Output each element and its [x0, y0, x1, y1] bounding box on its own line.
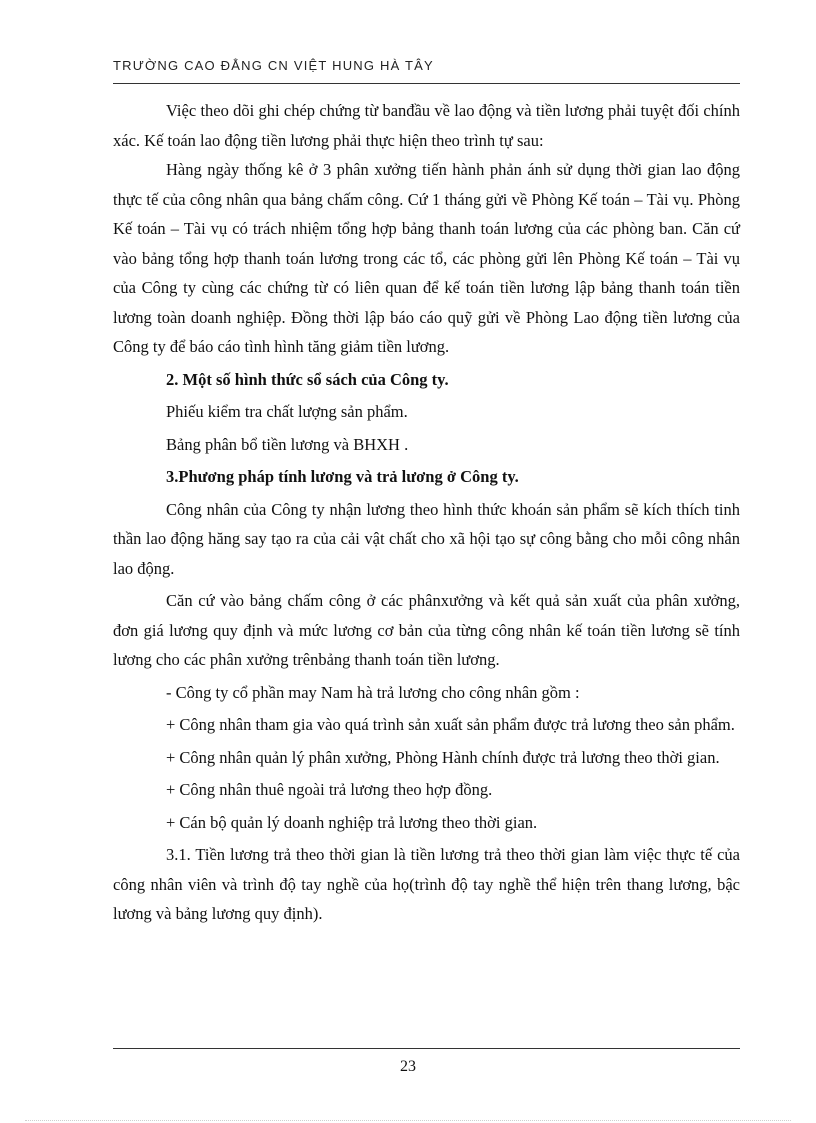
paragraph: 3.1. Tiền lương trả theo thời gian là tiền lương trả theo thời gian làm việc thực tế của công nhân viên và trình độ tay nghề của họ(trình độ tay nghề thể hiện trên thang lương, bậc lương và bảng lương quy định). [113, 845, 740, 923]
header-divider [113, 83, 740, 84]
list-item: Phiếu kiểm tra chất lượng sản phẩm. [166, 402, 408, 421]
list-item: Bảng phân bổ tiền lương và BHXH . [166, 434, 409, 454]
footer-divider [113, 1048, 740, 1049]
paragraph: Hàng ngày thống kê ở 3 phân xưởng tiến hành phản ánh sử dụng thời gian lao động thực tế của công nhân qua bảng chấm công. Cứ 1 tháng gửi về Phòng Kế toán – Tài vụ. Phòng Kế toán – Tài vụ có trách nhiệm tổng hợp bảng thanh toán lương của các phòng ban. Căn cứ vào bảng tổng hợp thanh toán lương trong các tổ, các phòng gửi lên Phòng Kế toán – Tài vụ của Công ty cùng các chứng từ có liên quan để kế toán tiền lương lập bảng thanh toán tiền lương toàn doanh nghiệp. Đồng thời lập báo cáo quỹ gửi về Phòng Lao động tiền lương của Công ty để báo cáo tình hình tăng giảm tiền lương. [113, 160, 740, 356]
paragraph: Công nhân của Công ty nhận lương theo hình thức khoán sản phẩm sẽ kích thích tinh thần lao động hăng say tạo ra của cải vật chất cho xã hội tạo sự công bằng cho mỗi công nhân lao động. [113, 499, 740, 578]
paragraph: + Công nhân thuê ngoài trả lương theo hợp đồng. [166, 780, 493, 799]
paragraph: - Công ty cổ phần may Nam hà trả lương cho công nhân gồm : [166, 682, 580, 702]
paragraph: Việc theo dõi ghi chép chứng từ banđầu về lao động và tiền lương phải tuyệt đối chính xác. Kế toán lao động tiền lương phải thực hiện theo trình tự sau: [113, 101, 740, 150]
page-header: TRƯỜNG CAO ĐẲNG CN VIỆT HUNG HÀ TÂY [113, 58, 434, 73]
paragraph: + Cán bộ quản lý doanh nghiệp trả lương theo thời gian. [166, 812, 538, 832]
document-body [113, 96, 740, 929]
page-number: 23 [400, 1058, 416, 1075]
section-heading-2: 2. Một số hình thức sổ sách của Công ty. [166, 369, 449, 389]
page-edge-dots [25, 1120, 791, 1121]
paragraph: Căn cứ vào bảng chấm công ở các phânxưởng và kết quả sản xuất của phân xưởng, đơn giá lương quy định và mức lương cơ bản của từng công nhân kế toán tiền lương sẽ tính lương cho các phân xưởng trênbảng thanh toán tiền lương. [113, 591, 740, 669]
paragraph: + Công nhân tham gia vào quá trình sản xuất sản phẩm được trả lương theo sản phẩm. [166, 715, 735, 734]
section-heading-3: 3.Phương pháp tính lương và trả lương ở Công ty. [166, 467, 519, 486]
paragraph: + Công nhân quản lý phân xưởng, Phòng Hành chính được trả lương theo thời gian. [166, 747, 720, 767]
